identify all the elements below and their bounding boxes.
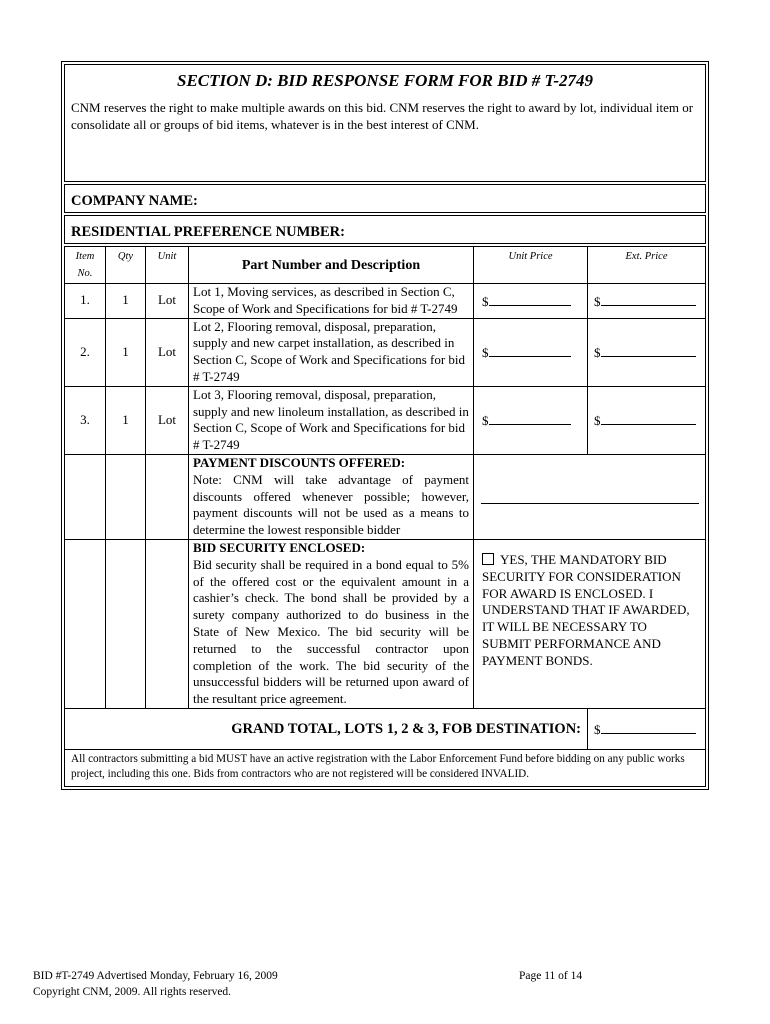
bid-security-checkbox[interactable] bbox=[482, 553, 494, 565]
header-unit-price: Unit Price bbox=[474, 247, 588, 284]
header-qty: Qty bbox=[106, 247, 146, 284]
page-number: Page 11 of 14 bbox=[519, 970, 583, 982]
currency-symbol: $ bbox=[482, 345, 489, 361]
table-row bbox=[65, 284, 706, 319]
residential-preference-row[interactable] bbox=[64, 215, 706, 244]
payment-discounts-note: Note: CNM will take advantage of payment discounts offered whenever possible; however, payment discounts will not be used as a means to determine the lowest responsible bidder bbox=[193, 471, 469, 538]
bid-table bbox=[64, 246, 706, 750]
row-qty: 1 bbox=[106, 318, 146, 386]
grand-total-field[interactable] bbox=[588, 708, 706, 749]
currency-symbol: $ bbox=[594, 413, 601, 429]
table-row bbox=[65, 318, 706, 386]
unit-price-field[interactable] bbox=[474, 284, 588, 319]
registration-footnote: All contractors submitting a bid MUST have an active registration with the Labor Enforcement Fund before bidding on any public works project, including this one. Bids from contractors who are not registered will be considered INVALID. bbox=[64, 750, 706, 787]
unit-price-field[interactable] bbox=[474, 318, 588, 386]
intro-text: CNM reserves the right to make multiple awards on this bid. CNM reserves the right to award by lot, individual item or consolidate all or groups of bid items, whatever is in the best interest of CNM. bbox=[71, 100, 694, 132]
grand-total-blank[interactable] bbox=[601, 719, 696, 734]
bid-security-cell bbox=[189, 539, 474, 708]
grand-total-row bbox=[65, 708, 706, 749]
payment-discounts-blank[interactable] bbox=[481, 489, 699, 504]
header-item: Item No. bbox=[65, 247, 106, 284]
table-row bbox=[65, 386, 706, 454]
ext-price-blank[interactable] bbox=[601, 291, 696, 306]
row-unit: Lot bbox=[146, 284, 189, 319]
row-unit: Lot bbox=[146, 386, 189, 454]
unit-price-blank[interactable] bbox=[489, 342, 571, 357]
form-title: SECTION D: BID RESPONSE FORM FOR BID # T-2749 bbox=[177, 71, 593, 90]
row-description: Lot 1, Moving services, as described in Section C, Scope of Work and Specifications for bid # T-2749 bbox=[189, 284, 474, 319]
row-item: 2. bbox=[65, 318, 106, 386]
row-qty: 1 bbox=[106, 284, 146, 319]
unit-price-blank[interactable] bbox=[489, 410, 571, 425]
ext-price-field[interactable] bbox=[588, 318, 706, 386]
currency-symbol: $ bbox=[482, 293, 489, 309]
header-ext-price: Ext. Price bbox=[588, 247, 706, 284]
unit-price-blank[interactable] bbox=[489, 291, 571, 306]
footer-bid-info: BID #T-2749 Advertised Monday, February 16, 2009 bbox=[33, 970, 278, 982]
row-description: Lot 3, Flooring removal, disposal, preparation, supply and new linoleum installation, as described in Section C, Scope of Work and Specifications for bid # T-2749 bbox=[189, 386, 474, 454]
row-unit: Lot bbox=[146, 318, 189, 386]
bid-security-heading: BID SECURITY ENCLOSED: bbox=[193, 539, 366, 555]
ext-price-field[interactable] bbox=[588, 284, 706, 319]
row-description: Lot 2, Flooring removal, disposal, preparation, supply and new carpet installation, as described in Section C, Scope of Work and Specifications for bid # T-2749 bbox=[189, 318, 474, 386]
company-name-label: COMPANY NAME: bbox=[71, 193, 198, 209]
header-section bbox=[64, 64, 706, 182]
company-name-row[interactable] bbox=[64, 184, 706, 213]
bid-security-text: Bid security shall be required in a bond equal to 5% of the offered cost or the equivalent amount in a cashier’s check. The bond shall be provided by a surety company authorized to do business in the State of New Mexico. The bid security will be returned to the successful contractor upon completion of the work. The bid security of the unsuccessful bidders will be returned upon award of the resultant price agreement. bbox=[193, 556, 469, 707]
payment-discounts-cell bbox=[189, 454, 474, 539]
bid-security-confirmation bbox=[474, 539, 706, 708]
row-item: 3. bbox=[65, 386, 106, 454]
payment-discounts-heading: PAYMENT DISCOUNTS OFFERED: bbox=[193, 454, 406, 470]
residential-preference-label: RESIDENTIAL PREFERENCE NUMBER: bbox=[71, 224, 345, 240]
bid-form bbox=[61, 61, 709, 790]
row-item: 1. bbox=[65, 284, 106, 319]
payment-discounts-row bbox=[65, 454, 706, 539]
bid-security-checkbox-label: YES, THE MANDATORY BID SECURITY FOR CONSIDERATION FOR AWARD IS ENCLOSED. I UNDERSTAND THAT IF AWARDED, IT WILL BE NECESSARY TO SUBMIT PERFORMANCE AND PAYMENT BONDS. bbox=[482, 551, 690, 668]
unit-price-field[interactable] bbox=[474, 386, 588, 454]
header-description: Part Number and Description bbox=[189, 247, 474, 284]
bid-security-row bbox=[65, 539, 706, 708]
grand-total-label: GRAND TOTAL, LOTS 1, 2 & 3, FOB DESTINATION: bbox=[65, 708, 588, 749]
currency-symbol: $ bbox=[594, 722, 601, 738]
payment-discounts-field[interactable] bbox=[474, 454, 706, 539]
ext-price-blank[interactable] bbox=[601, 342, 696, 357]
currency-symbol: $ bbox=[482, 413, 489, 429]
footer-copyright: Copyright CNM, 2009. All rights reserved. bbox=[33, 986, 232, 998]
ext-price-field[interactable] bbox=[588, 386, 706, 454]
page-footer bbox=[33, 968, 633, 1000]
ext-price-blank[interactable] bbox=[601, 410, 696, 425]
table-header bbox=[65, 247, 706, 284]
row-qty: 1 bbox=[106, 386, 146, 454]
header-unit: Unit bbox=[146, 247, 189, 284]
currency-symbol: $ bbox=[594, 293, 601, 309]
currency-symbol: $ bbox=[594, 345, 601, 361]
